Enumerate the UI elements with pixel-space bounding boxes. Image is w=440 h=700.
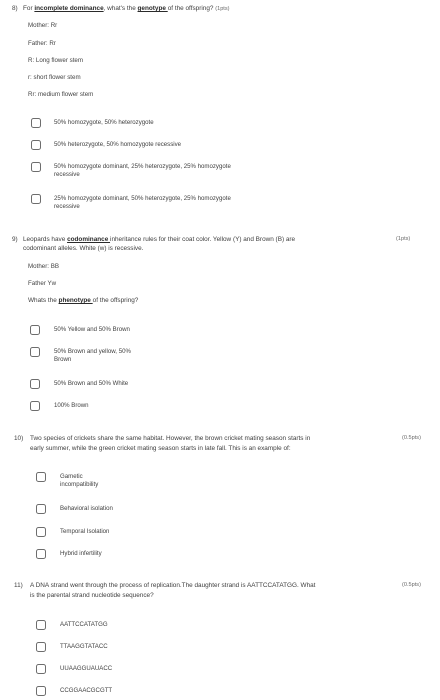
text-part: Whats the — [28, 297, 59, 304]
option-label: 50% Yellow and 50% Brown — [54, 326, 130, 333]
answer-option[interactable] — [36, 472, 98, 489]
option-label: 25% homozygote dominant, 50% heterozygote, 25% homozygote recessive — [54, 195, 231, 210]
emphasis-term: incomplete dominance — [34, 5, 104, 12]
question-number: 8) — [12, 5, 18, 12]
answer-option[interactable] — [31, 118, 154, 128]
option-label: 50% Brown and 50% White — [54, 380, 129, 387]
option-label: TTAAGGTATACC — [60, 643, 108, 650]
info-allele-R: R: Long flower stem — [28, 57, 84, 64]
answer-option[interactable] — [36, 620, 108, 630]
points-label: (1pts) — [215, 6, 230, 12]
radio-box[interactable] — [31, 140, 41, 150]
points-label: (0.5pts) — [402, 582, 421, 588]
info-allele-r: r: short flower stem — [28, 74, 81, 81]
text-part: inheritance rules for their coat color. Yellow (Y) and Brown (B) are — [110, 236, 296, 243]
radio-box[interactable] — [30, 401, 40, 411]
question-number: 10) — [14, 435, 24, 442]
points-label: (0.5pts) — [402, 435, 421, 441]
info-father: Father: Rr — [28, 40, 56, 47]
option-label: 50% heterozygote, 50% homozygote recessive — [54, 141, 182, 148]
radio-box[interactable] — [30, 325, 40, 335]
question-number: 11) — [14, 582, 23, 589]
info-mother: Mother: BB — [28, 263, 59, 270]
answer-option[interactable] — [36, 504, 113, 514]
option-label: UUAAGGUAUACC — [60, 665, 113, 672]
answer-option[interactable] — [36, 549, 102, 559]
answer-option[interactable] — [31, 194, 231, 211]
option-label: Hybrid infertility — [60, 550, 102, 557]
question-text: A DNA strand went through the process of replication.The daughter strand is AATTCCATATGG. What — [30, 582, 316, 589]
text-part: , what's the — [103, 5, 138, 12]
question-text-line2: is the parental strand nucleotide sequence? — [30, 592, 154, 599]
answer-option[interactable] — [36, 686, 112, 696]
radio-box[interactable] — [31, 118, 41, 128]
answer-option[interactable] — [36, 664, 112, 674]
emphasis-term: genotype — [137, 5, 168, 12]
radio-box[interactable] — [36, 549, 46, 559]
text-part: For — [23, 5, 35, 12]
info-allele-Rr: Rr: medium flower stem — [28, 91, 94, 98]
radio-box[interactable] — [36, 527, 46, 537]
question-text — [23, 236, 383, 244]
option-label: 50% homozygote, 50% heterozygote — [54, 119, 154, 126]
emphasis-term: phenotype — [58, 297, 93, 304]
radio-box[interactable] — [30, 379, 40, 389]
answer-option[interactable] — [30, 347, 131, 364]
answer-option[interactable] — [30, 401, 89, 411]
option-label: Gametic incompatibility — [60, 473, 99, 488]
radio-box[interactable] — [30, 347, 40, 357]
question-text: Two species of crickets share the same habitat. However, the brown cricket mating season starts in — [30, 435, 311, 442]
text-part: of the offspring? — [92, 297, 139, 304]
radio-box[interactable] — [36, 664, 46, 674]
option-label: Temporal Isolation — [60, 528, 110, 535]
text-part: of the offspring? — [167, 5, 214, 12]
answer-option[interactable] — [30, 325, 130, 335]
radio-box[interactable] — [36, 620, 46, 630]
radio-box[interactable] — [31, 194, 41, 204]
answer-option[interactable] — [31, 140, 181, 150]
info-mother: Mother: Rr — [28, 22, 58, 29]
info-father: Father Yw — [28, 280, 57, 287]
question-number: 9) — [12, 236, 18, 243]
radio-box[interactable] — [36, 504, 46, 514]
radio-box[interactable] — [36, 472, 46, 482]
option-label: Behavioral isolation — [60, 505, 113, 512]
answer-option[interactable] — [31, 162, 231, 179]
option-label: CCGGAACGCGTT — [60, 687, 113, 694]
question-text-line2: codominant alleles. White (w) is recessive. — [23, 245, 144, 252]
emphasis-term: codominance — [67, 236, 111, 243]
radio-box[interactable] — [31, 162, 41, 172]
question-prompt — [28, 297, 138, 305]
radio-box[interactable] — [36, 686, 46, 696]
option-label: 50% Brown and yellow, 50% Brown — [54, 348, 131, 363]
question-text — [23, 5, 303, 13]
radio-box[interactable] — [36, 642, 46, 652]
answer-option[interactable] — [36, 527, 109, 537]
points-label: (1pts) — [396, 236, 411, 242]
answer-option[interactable] — [30, 379, 128, 389]
option-label: 50% homozygote dominant, 25% heterozygote, 25% homozygote recessive — [54, 163, 231, 178]
text-part: Leopards have — [23, 236, 68, 243]
answer-option[interactable] — [36, 642, 108, 652]
option-label: 100% Brown — [54, 402, 89, 409]
option-label: AATTCCATATGG — [60, 621, 108, 628]
question-text-line2: early summer, while the green cricket mating season starts in late fall. This is an example of: — [30, 445, 291, 452]
